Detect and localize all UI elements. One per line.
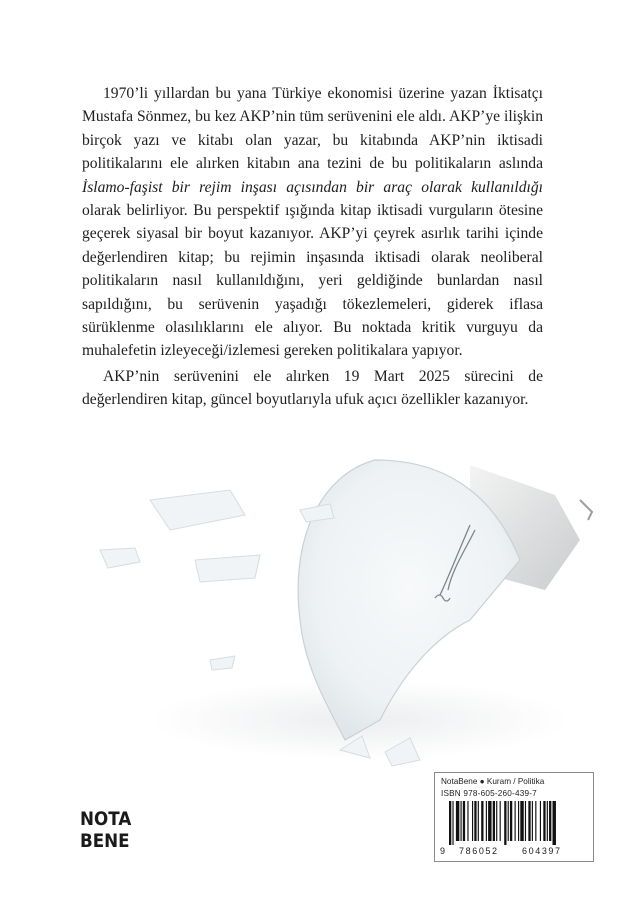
blurb-p1-text: 1970’li yıllardan bu yana Türkiye ekonomisi üzerine yazan İktisatçı Mustafa Sönmez, bu kez AKP’nin tüm serüvenini ele aldı. AKP’ye ilişkin birçok yazı ve kitabı olan yazar, bu kitabında AKP’nin iktisadi politikalarını ele alırken kitabın ana tezini de bu politikaların aslında [82, 85, 543, 173]
barcode-bar [532, 801, 533, 841]
barcode-bar [543, 801, 545, 841]
barcode-bar [528, 801, 530, 841]
barcode-bar [493, 801, 495, 841]
barcode-bar [540, 801, 541, 841]
barcode-bar [461, 801, 462, 841]
back-cover-blurb [82, 82, 543, 412]
blurb-paragraph-1 [82, 82, 543, 363]
barcode-bar [496, 801, 497, 841]
barcode-bar [481, 801, 483, 841]
barcode-bar [456, 801, 459, 841]
barcode-bar [553, 801, 556, 845]
barcode-bar [478, 801, 479, 841]
barcode-bar [508, 801, 509, 841]
barcode-bar [472, 801, 473, 841]
barcode-bar [474, 801, 476, 841]
barcode-bar [504, 801, 506, 845]
barcode-bar [525, 801, 526, 841]
barcode-bar [488, 801, 491, 841]
notabene-publisher-logo [80, 808, 132, 856]
barcode-bar [452, 801, 453, 845]
barcode-bar [520, 801, 523, 841]
barcode-bar [518, 801, 519, 841]
isbn-barcode-block [434, 772, 594, 862]
publisher-category-line: NotaBene ● Kuram / Politika [441, 777, 545, 786]
logo-line-2: BENE [80, 830, 130, 852]
logo-line-1: NOTA [80, 808, 132, 830]
blurb-p1-italic-thesis: İslamo-faşist bir rejim inşası açısından bir araç olarak kullanıldığı [82, 178, 543, 196]
barcode-bar [500, 801, 501, 841]
broken-light-bulb-illustration [0, 420, 622, 780]
barcode-bar [510, 801, 512, 841]
barcode-digit-first: 9 [440, 846, 446, 856]
blurb-p1-text-cont: olarak belirliyor. Bu perspektif ışığında kitap iktisadi vurguların ötesine geçerek siyasal bir boyut kazanıyor. AKP’yi çeyrek asırlık tarihi içinde değerlendiren kitap; bu rejimin inşasında iktisadi olarak neoliberal politikaların nasıl kullanıldığını, yeri geldiğinde bunlardan nasıl sapıldığını, bu serüvenin yaşadığı tökezlemeleri, giderek iflasa sürüklenme olasılıklarını ele alıyor. Bu noktada kritik vurguyu da muhalefetin izleyeceği/izlemesi gereken politikalara yapıyor. [82, 202, 543, 360]
isbn-number: ISBN 978-605-260-439-7 [441, 789, 537, 798]
barcode-bar [449, 801, 451, 845]
barcode-digits-left: 786052 [459, 846, 499, 856]
blurb-paragraph-2: AKP’nin serüvenini ele alırken 19 Mart 2025 sürecini de değerlendiren kitap, güncel boyutlarıyla ufuk açıcı özellikler kazanıyor. [82, 367, 543, 409]
barcode-bar [547, 801, 548, 841]
barcode-bar [515, 801, 516, 841]
barcode-bar [463, 801, 465, 841]
barcode-bar [549, 801, 551, 841]
barcode-bars [449, 801, 587, 845]
barcode-bar [535, 801, 536, 841]
barcode-bar [486, 801, 487, 841]
barcode-digits-right: 604397 [522, 846, 562, 856]
barcode-bar [467, 801, 468, 841]
